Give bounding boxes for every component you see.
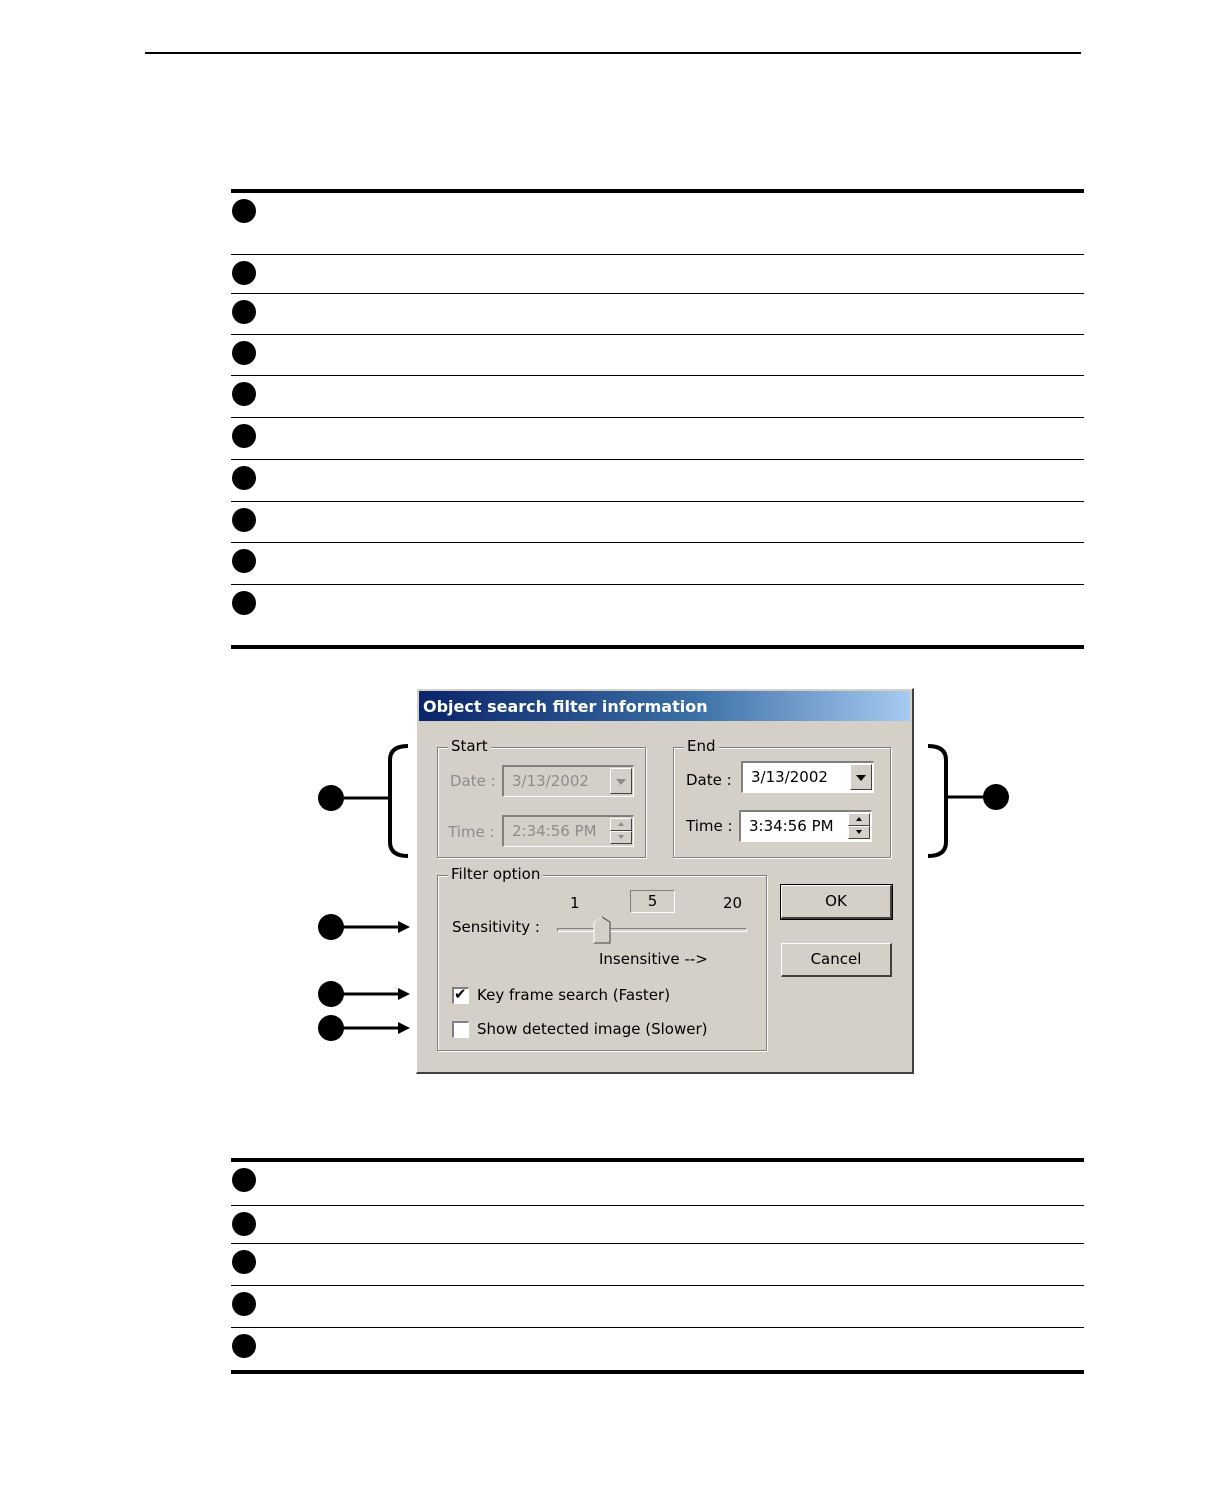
- callout-marker: [318, 914, 344, 940]
- table-row: [231, 543, 1084, 585]
- checkmark-icon: ✔: [454, 985, 467, 1003]
- left-bracket: [390, 746, 408, 856]
- start-date-label: Date :: [450, 772, 496, 790]
- callout-marker: [232, 591, 256, 615]
- slider-max-label: 20: [723, 894, 743, 912]
- dialog-title: Object search filter information: [423, 697, 708, 716]
- callout-marker: [232, 382, 256, 406]
- start-time-spinner: [502, 815, 634, 847]
- callout-marker: [232, 549, 256, 573]
- table-row: [231, 1244, 1084, 1286]
- callout-marker: [232, 341, 256, 365]
- callout-marker: [232, 1250, 256, 1274]
- show-image-checkbox[interactable]: [452, 1021, 469, 1038]
- sensitivity-slider-thumb[interactable]: [593, 916, 611, 944]
- sensitivity-label: Sensitivity :: [452, 918, 540, 936]
- start-time-value: 2:34:56 PM: [512, 822, 597, 840]
- table-row: [231, 294, 1084, 335]
- right-bracket: [928, 746, 946, 856]
- header-rule: [145, 52, 1081, 54]
- filter-option-legend: Filter option: [448, 865, 543, 883]
- start-date-dropdown: [502, 765, 634, 797]
- chevron-down-icon[interactable]: [850, 764, 872, 790]
- end-date-dropdown[interactable]: [741, 761, 874, 793]
- table-row: [231, 193, 1084, 255]
- end-time-spinner[interactable]: [739, 810, 872, 842]
- arrowhead-icon: [398, 921, 410, 933]
- callout-marker: [983, 784, 1009, 810]
- sensitivity-hint: Insensitive -->: [599, 950, 708, 968]
- callout-marker: [232, 199, 256, 223]
- callout-marker: [232, 424, 256, 448]
- table-row: [231, 418, 1084, 460]
- key-frame-label[interactable]: Key frame search (Faster): [477, 986, 671, 1004]
- dialog-titlebar[interactable]: [419, 691, 910, 721]
- table-bottom-rule: [231, 645, 1084, 649]
- cancel-button-label: Cancel: [810, 950, 862, 968]
- callout-marker: [318, 785, 344, 811]
- callout-marker: [232, 508, 256, 532]
- end-legend: End: [684, 737, 719, 755]
- table-row: [231, 376, 1084, 418]
- end-time-value: 3:34:56 PM: [749, 817, 834, 835]
- sensitivity-value: 5: [647, 892, 658, 910]
- show-image-label[interactable]: Show detected image (Slower): [477, 1020, 708, 1038]
- callout-marker: [318, 981, 344, 1007]
- sensitivity-slider-track[interactable]: [557, 928, 747, 932]
- callout-marker: [232, 300, 256, 324]
- table-row: [231, 1162, 1084, 1206]
- cancel-button[interactable]: [781, 943, 892, 977]
- arrowhead-icon: [398, 988, 410, 1000]
- ok-button-label: OK: [825, 892, 847, 910]
- table-bottom-rule: [231, 1370, 1084, 1374]
- callout-table-bottom: [231, 1158, 1084, 1374]
- arrowhead-icon: [398, 1022, 410, 1034]
- slider-min-label: 1: [570, 894, 580, 912]
- callout-marker: [232, 466, 256, 490]
- callout-marker: [232, 261, 256, 285]
- start-legend: Start: [448, 737, 491, 755]
- sensitivity-value-box: [630, 890, 675, 913]
- start-time-label: Time :: [448, 823, 495, 841]
- table-row: [231, 1328, 1084, 1370]
- key-frame-checkbox[interactable]: [452, 987, 469, 1004]
- ok-button[interactable]: [781, 885, 892, 919]
- table-row: [231, 502, 1084, 543]
- callout-marker: [232, 1334, 256, 1358]
- callout-table-top: [231, 189, 1084, 649]
- end-time-label: Time :: [686, 817, 733, 835]
- table-row: [231, 585, 1084, 645]
- callout-marker: [232, 1212, 256, 1236]
- table-row: [231, 1206, 1084, 1244]
- table-row: [231, 255, 1084, 294]
- end-date-value: 3/13/2002: [751, 768, 828, 786]
- chevron-down-icon: [610, 768, 632, 794]
- callout-marker: [232, 1168, 256, 1192]
- start-date-value: 3/13/2002: [512, 772, 589, 790]
- table-row: [231, 1286, 1084, 1328]
- callout-marker: [318, 1015, 344, 1041]
- table-row: [231, 335, 1084, 376]
- spin-arrows-icon[interactable]: [848, 813, 870, 839]
- table-row: [231, 460, 1084, 502]
- spin-arrows-icon: [610, 818, 632, 844]
- callout-marker: [232, 1292, 256, 1316]
- end-date-label: Date :: [686, 771, 732, 789]
